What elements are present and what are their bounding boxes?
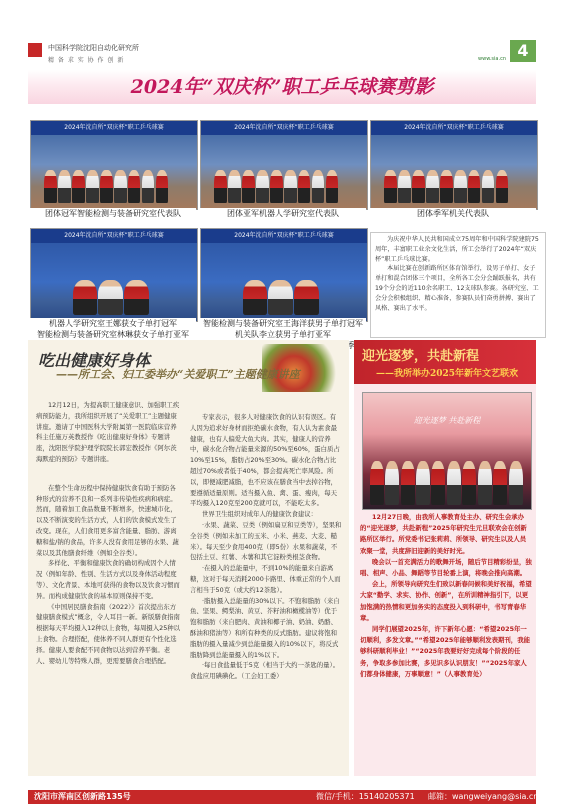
motto: 精 备 求 实 协 作 创 新 xyxy=(48,57,125,64)
photo-caption: 团体季军机关代表队 xyxy=(370,208,536,220)
health-article-subtitle: ——所工会、妇工委举办“关爱职工”主题健康讲座 xyxy=(56,368,300,381)
caption-line: 智能检测与装备研究室林琳获女子单打亚军 xyxy=(30,329,196,340)
footer-address: 沈阳市浑南区创新路135号 xyxy=(34,792,131,801)
article-paragraph: ·水果、蔬菜、豆类（例如扁豆和豆类等），坚果和全谷类（例如未加工的玉米、小米、燕麦、大麦、糙米）。每天至少食用400克（即5份）水果和蔬菜，不包括土豆、红薯、木薯和其它淀粉类根茎食物。 xyxy=(190,520,342,562)
page-title: 2024年“双庆杯”职工乒乓球赛剪影 xyxy=(130,76,434,98)
website[interactable]: www.sia.cn xyxy=(478,56,506,62)
photo-team-second xyxy=(200,120,368,210)
photo-banner: 2024年沈自所“双庆杯”职工乒乓球赛 xyxy=(371,121,537,135)
photo-women-singles xyxy=(30,228,198,322)
newyear-article-subtitle: ——我所举办2025年新年文艺联欢 xyxy=(376,369,519,379)
photo-banner: 2024年沈自所“双庆杯”职工乒乓球赛 xyxy=(31,229,197,243)
article-paragraph: 会上，所领导向研究生们致以新春问候和美好祝福，希望大家“勤学、求实、协作、创新”，在所训精神指引下，以更加饱满的热情和更加务实的态度投入到科研中，书写青春华章。 xyxy=(360,580,532,622)
article-paragraph: 晚会以一首充满活力的歌舞开场，随后节目精彩纷呈，独唱、相声、小品、舞蹈等节目轮番上演，将晚会推向高潮。 xyxy=(360,557,532,578)
newyear-article-title: 迎光逐梦，共赴新程 xyxy=(362,349,480,364)
photo-caption: 团体冠军智能检测与装备研究室代表队 xyxy=(30,208,196,220)
article-paragraph: 世界卫生组织对成年人的健康饮食建议： xyxy=(202,510,318,519)
photo-team-third xyxy=(370,120,538,210)
org-name: 中国科学院沈阳自动化研究所 xyxy=(48,44,139,52)
article-paragraph: 在整个生命历程中保持健康饮食有助于预防各种形式的营养不良和一系列非传染性疾病和病症。然而，随着加工食品数量不断增多，快速城市化，以及不断演变的生活方式，人们的饮食模式发生了改变。现在，人们食用更多富含能量、脂肪、游离糖和盐/钠的食品，许多人没有食用足够的水果、蔬菜以及其他膳食纤维（例如全谷类）。 xyxy=(36,483,179,557)
photo-banner: 2024年沈自所“双庆杯”职工乒乓球赛 xyxy=(201,229,367,243)
footer-wechat: 微信/手机：15140205371 xyxy=(316,792,415,801)
article-paragraph: 12月12日，为提高职工健康意识、加强职工疾病预防能力，我所组织开展了“关爱职工”主题健康讲座。邀请了中国医科大学附属第一医院临床营养科主任施万英教授作《吃出健康好身体》专题讲座，沈阳医学院护理学院院长郭宏教授作《阿尔茨海默症的预防》专题讲座。 xyxy=(36,401,180,463)
photo-banner: 2024年沈自所“双庆杯”职工乒乓球赛 xyxy=(31,121,197,135)
article-paragraph: 《中国居民膳食指南（2022）》首次提出东方健康膳食模式”概念，令人耳目一新。新版膳食指南根据每天平均摄入12种以上食物，每周摄入25种以上食物。合理搭配，使体养不同人群更有个性化选择。健康人要食配不同食物以达到营养平衡。老人、婴幼儿等特殊人群，更需要膳食合理搭配。 xyxy=(36,602,181,665)
caption-line: 机器人学研究室王娜获女子单打冠军 xyxy=(30,318,196,329)
article-paragraph: ·在摄入的总能量中，不到10%的能量来自游离糖，这对于每天消耗2000卡路里、体重正常的个人而言相当于50克（或大约12茶匙）。 xyxy=(190,564,341,594)
article-paragraph: 专家表示，很多人对健康饮食的认识有误区。有人因为追求好身材而拒绝碳水食物，有人认为素食最健康，也有人偏爱大鱼大肉。其实，健康人的营养中，碳水化合物占能量来源的50%至60%，蛋白质占10%至15%，脂肪占20%至30%。碳水化合物占比超过70%或者低于40%，都会提高死亡率风险。所以，即便减肥减脂，也不应该在膳食当中去掉谷物，要遵循适量原则。适当摄入鱼、禽、蛋、瘦肉，每天平均摄入120克至200克就可以，不能吃太多。 xyxy=(190,413,340,508)
photo-banner: 2024年沈自所“双庆杯”职工乒乓球赛 xyxy=(201,121,367,135)
article-paragraph: ·每日食盐量低于5克（相当于大约一茶匙的量）。食盐应用碘碘化。（工会妇工委） xyxy=(190,661,340,681)
article-paragraph: 同学们展望2025年，许下新年心愿：“希望2025年一切顺利，多发文章。”“希望2025年能够顺利发表期刊，我能够科研顺利毕业！”“2025年我要好好完成每个阶段的任务，争取多参加比赛，多见识多认识朋友！”“2025年家人们都身体健康，万事顺意！”（人事教育处） xyxy=(360,625,530,678)
page-footer xyxy=(28,790,539,804)
caption-line: 机关队李立获男子单打亚军 xyxy=(200,329,366,340)
newyear-article-body xyxy=(360,512,532,774)
article-paragraph: ·脂肪摄入总能量的30%以下。不饱和脂肪（来自鱼、坚果、鳄梨油、黄豆、芥籽油和橄榄油等）优于饱和脂肪（来自肥肉、黄油和椰子油、奶油、奶酪、酥油和猪油等）和所有种类的反式脂肪。建议将饱和脂肪的摄入量减少到总能量摄入的10%以下，将反式脂肪降到总能量摄入的1%以下。 xyxy=(190,596,340,659)
intro-paragraph: 本届比赛在创新路所区体育馆举行，设男子单打、女子单打和混合团体三个项目，全所各工会分会踊跃报名，共有19个分会的近110余名职工、12支球队参赛。各研究室、工会分会积极组织、精心准备，参赛队员们奋勇拼搏、赛出了风格、赛出了水平。 xyxy=(375,265,539,312)
caption-line: 智能检测与装备研究室王海洋获男子单打冠军 xyxy=(200,318,366,329)
photo-men-singles xyxy=(200,228,368,322)
photo-team-champion xyxy=(30,120,198,210)
intro-paragraph: 为庆祝中华人民共和国成立75周年和中国科学院建院75周年，丰富职工业余文化生活，所工会举行了2024年“双庆杯”职工乒乓球比赛。 xyxy=(375,236,539,263)
health-article-column-1 xyxy=(36,400,181,772)
title-band xyxy=(28,70,536,104)
health-article-title: 吃出健康好身体 xyxy=(38,351,151,370)
article-paragraph: 12月27日晚，由我所人事教育处主办、研究生会承办的“迎光逐梦，共赴新程”2025年研究生元旦联欢会在创新路所区举行。所党委书记张莉莉、所领导、研究生以及人员欢聚一堂，共度辞旧迎新的美好时光。 xyxy=(360,513,527,555)
intro-box xyxy=(370,232,546,338)
footer-email[interactable]: 邮箱：wangweiyang@sia.cn xyxy=(428,792,539,801)
newyear-stage-photo xyxy=(362,392,532,510)
page-number: 4 xyxy=(510,40,536,62)
institute-logo xyxy=(28,43,42,57)
photo-caption: 团体亚军机器人学研究室代表队 xyxy=(200,208,366,220)
page-header xyxy=(28,40,536,68)
health-article-column-2 xyxy=(190,412,342,772)
stage-backdrop-text: 迎光逐梦 共赴新程 xyxy=(413,416,481,425)
article-paragraph: 多样化、平衡和健康饮食的确切构成因个人情况（例如年龄、性别、生活方式以及身体活动程度等）、文化背景、本地可获得的食物以及饮食习惯而异。而构成健康饮食的基本原则保持不变。 xyxy=(36,559,180,600)
